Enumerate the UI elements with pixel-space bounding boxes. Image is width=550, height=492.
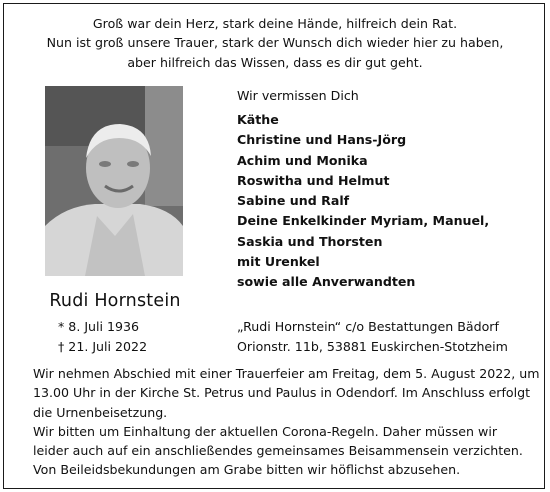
memorial-poem <box>10 14 540 72</box>
mourners-list <box>237 110 489 293</box>
poem-line: Nun ist groß unsere Trauer, stark der Wunsch dich wieder hier zu haben, <box>46 35 504 51</box>
mourner-name: Sabine und Ralf <box>237 193 350 209</box>
notice-line: 13.00 Uhr in der Kirche St. Petrus und Paulus in Odendorf. Im Anschluss erfolgt <box>33 385 531 401</box>
portrait-photo <box>45 86 183 276</box>
address-line: Orionstr. 11b, 53881 Euskirchen-Stotzheim <box>237 338 508 354</box>
mourner-name: mit Urenkel <box>237 254 320 270</box>
poem-line: aber hilfreich das Wissen, dass es dir gut geht. <box>127 54 423 70</box>
mourner-name: Deine Enkelkinder Myriam, Manuel, <box>237 213 490 229</box>
notice-line: Von Beileidsbekundungen am Grabe bitten wir höflichst abzusehen. <box>33 462 461 478</box>
mourner-name: Roswitha und Helmut <box>237 172 390 188</box>
mourner-name: sowie alle Anverwandten <box>237 274 416 290</box>
birth-date: * 8. Juli 1936 <box>58 319 140 334</box>
mourners-intro: Wir vermissen Dich <box>237 88 359 103</box>
notice-line: Wir nehmen Abschied mit einer Trauerfeier am Freitag, dem 5. August 2022, um <box>33 366 540 381</box>
notice-line: leider auch auf ein anschließendes gemeinsames Beisammensein verzichten. <box>33 443 523 459</box>
mourner-name: Christine und Hans-Jörg <box>237 132 407 148</box>
death-date: † 21. Juli 2022 <box>58 338 148 354</box>
contact-address <box>237 317 508 356</box>
deceased-name: Rudi Hornstein <box>49 291 181 311</box>
notice-line: die Urnenbeisetzung. <box>33 404 168 420</box>
mourner-name: Achim und Monika <box>237 152 368 168</box>
life-dates <box>58 317 147 356</box>
mourner-name: Käthe <box>237 112 279 127</box>
mourner-name: Saskia und Thorsten <box>237 233 383 249</box>
poem-line: Groß war dein Herz, stark deine Hände, hilfreich dein Rat. <box>92 16 458 31</box>
notice-line: Wir bitten um Einhaltung der aktuellen Corona-Regeln. Daher müssen wir <box>33 423 497 439</box>
funeral-notice <box>33 364 540 480</box>
address-line: „Rudi Hornstein“ c/o Bestattungen Bädorf <box>237 319 499 334</box>
